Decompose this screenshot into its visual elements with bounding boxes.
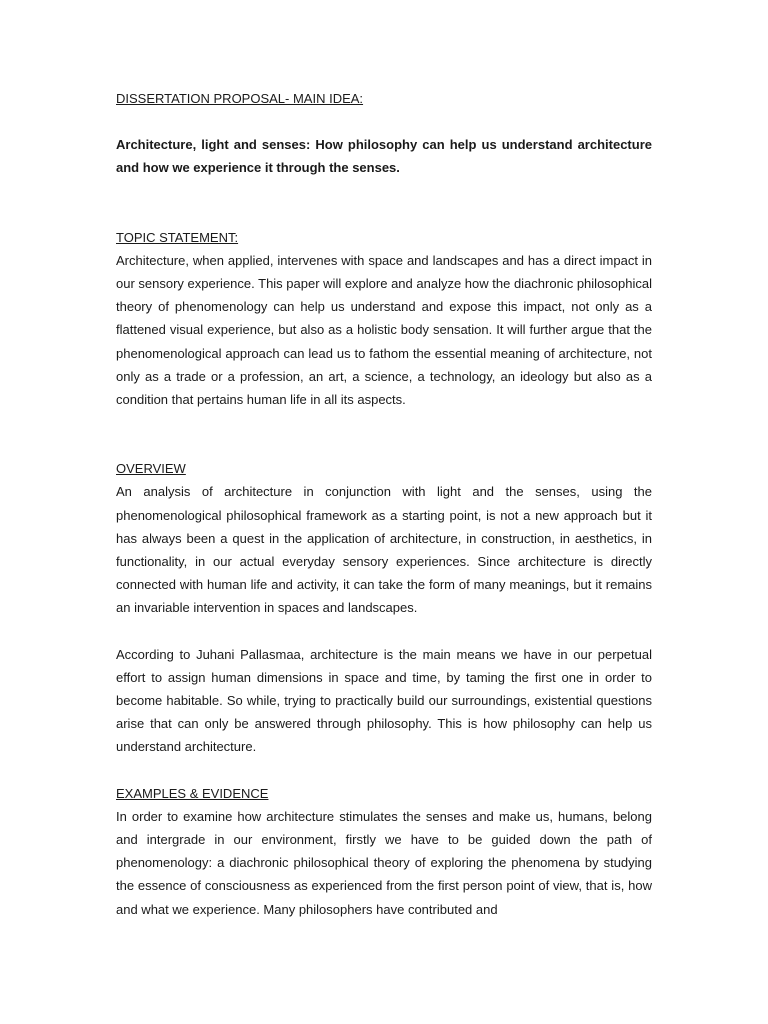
overview-heading: OVERVIEW <box>116 461 186 477</box>
topic-statement-text: Architecture, when applied, intervenes with space and landscapes and has a direct impact in our sensory experience. This paper will explore and analyze how the diachronic philosophical theory of phenomenology can help us understand and expose this impact, not only as a flattened visual experience, but also as a holistic body sensation. It will further argue that the phenomenological approach can lead us to fathom the essential meaning of architecture, not only as a trade or a profession, an art, a science, a technology, an ideology but also as a condition that pertains human life in all its aspects. <box>116 252 652 408</box>
spacer <box>116 759 652 782</box>
examples-heading: EXAMPLES & EVIDENCE <box>116 785 269 801</box>
overview-paragraph-2: According to Juhani Pallasmaa, architecture is the main means we have in our perpetual effort to assign human dimensions in space and time, by taming the first one in order to become habitable. So while, trying to practically build our surroundings, existential questions arise that can only be answered through philosophy. This is how philosophy can help us understand architecture. <box>116 646 652 755</box>
topic-statement-heading: TOPIC STATEMENT: <box>116 229 239 245</box>
document-page <box>116 87 652 921</box>
main-idea-heading: DISSERTATION PROPOSAL- MAIN IDEA: <box>116 91 364 106</box>
overview-paragraph-1: An analysis of architecture in conjunction with light and the senses, using the phenomenological philosophical framework as a starting point, is not a new approach but it has always been a quest in the application of architecture, in construction, in aesthetics, in functionality, in our actual everyday sensory experiences. Since architecture is directly connected with human life and activity, it can take the form of many meanings, but it remains an invariable intervention in spaces and landscapes. <box>116 484 652 616</box>
dissertation-title: Architecture, light and senses: How philosophy can help us understand architecture and how we experience it through the senses. <box>116 137 652 176</box>
spacer <box>116 180 652 226</box>
spacer <box>116 411 652 457</box>
examples-paragraph: In order to examine how architecture stimulates the senses and make us, humans, belong and intergrade in our environment, firstly we have to be guided down the path of phenomenology: a diachronic philosophical theory of exploring the phenomena by studying the essence of consciousness as experienced from the first person point of view, that is, how and what we experience. Many philosophers have contributed and <box>116 808 652 917</box>
spacer <box>116 110 652 133</box>
spacer <box>116 620 652 643</box>
